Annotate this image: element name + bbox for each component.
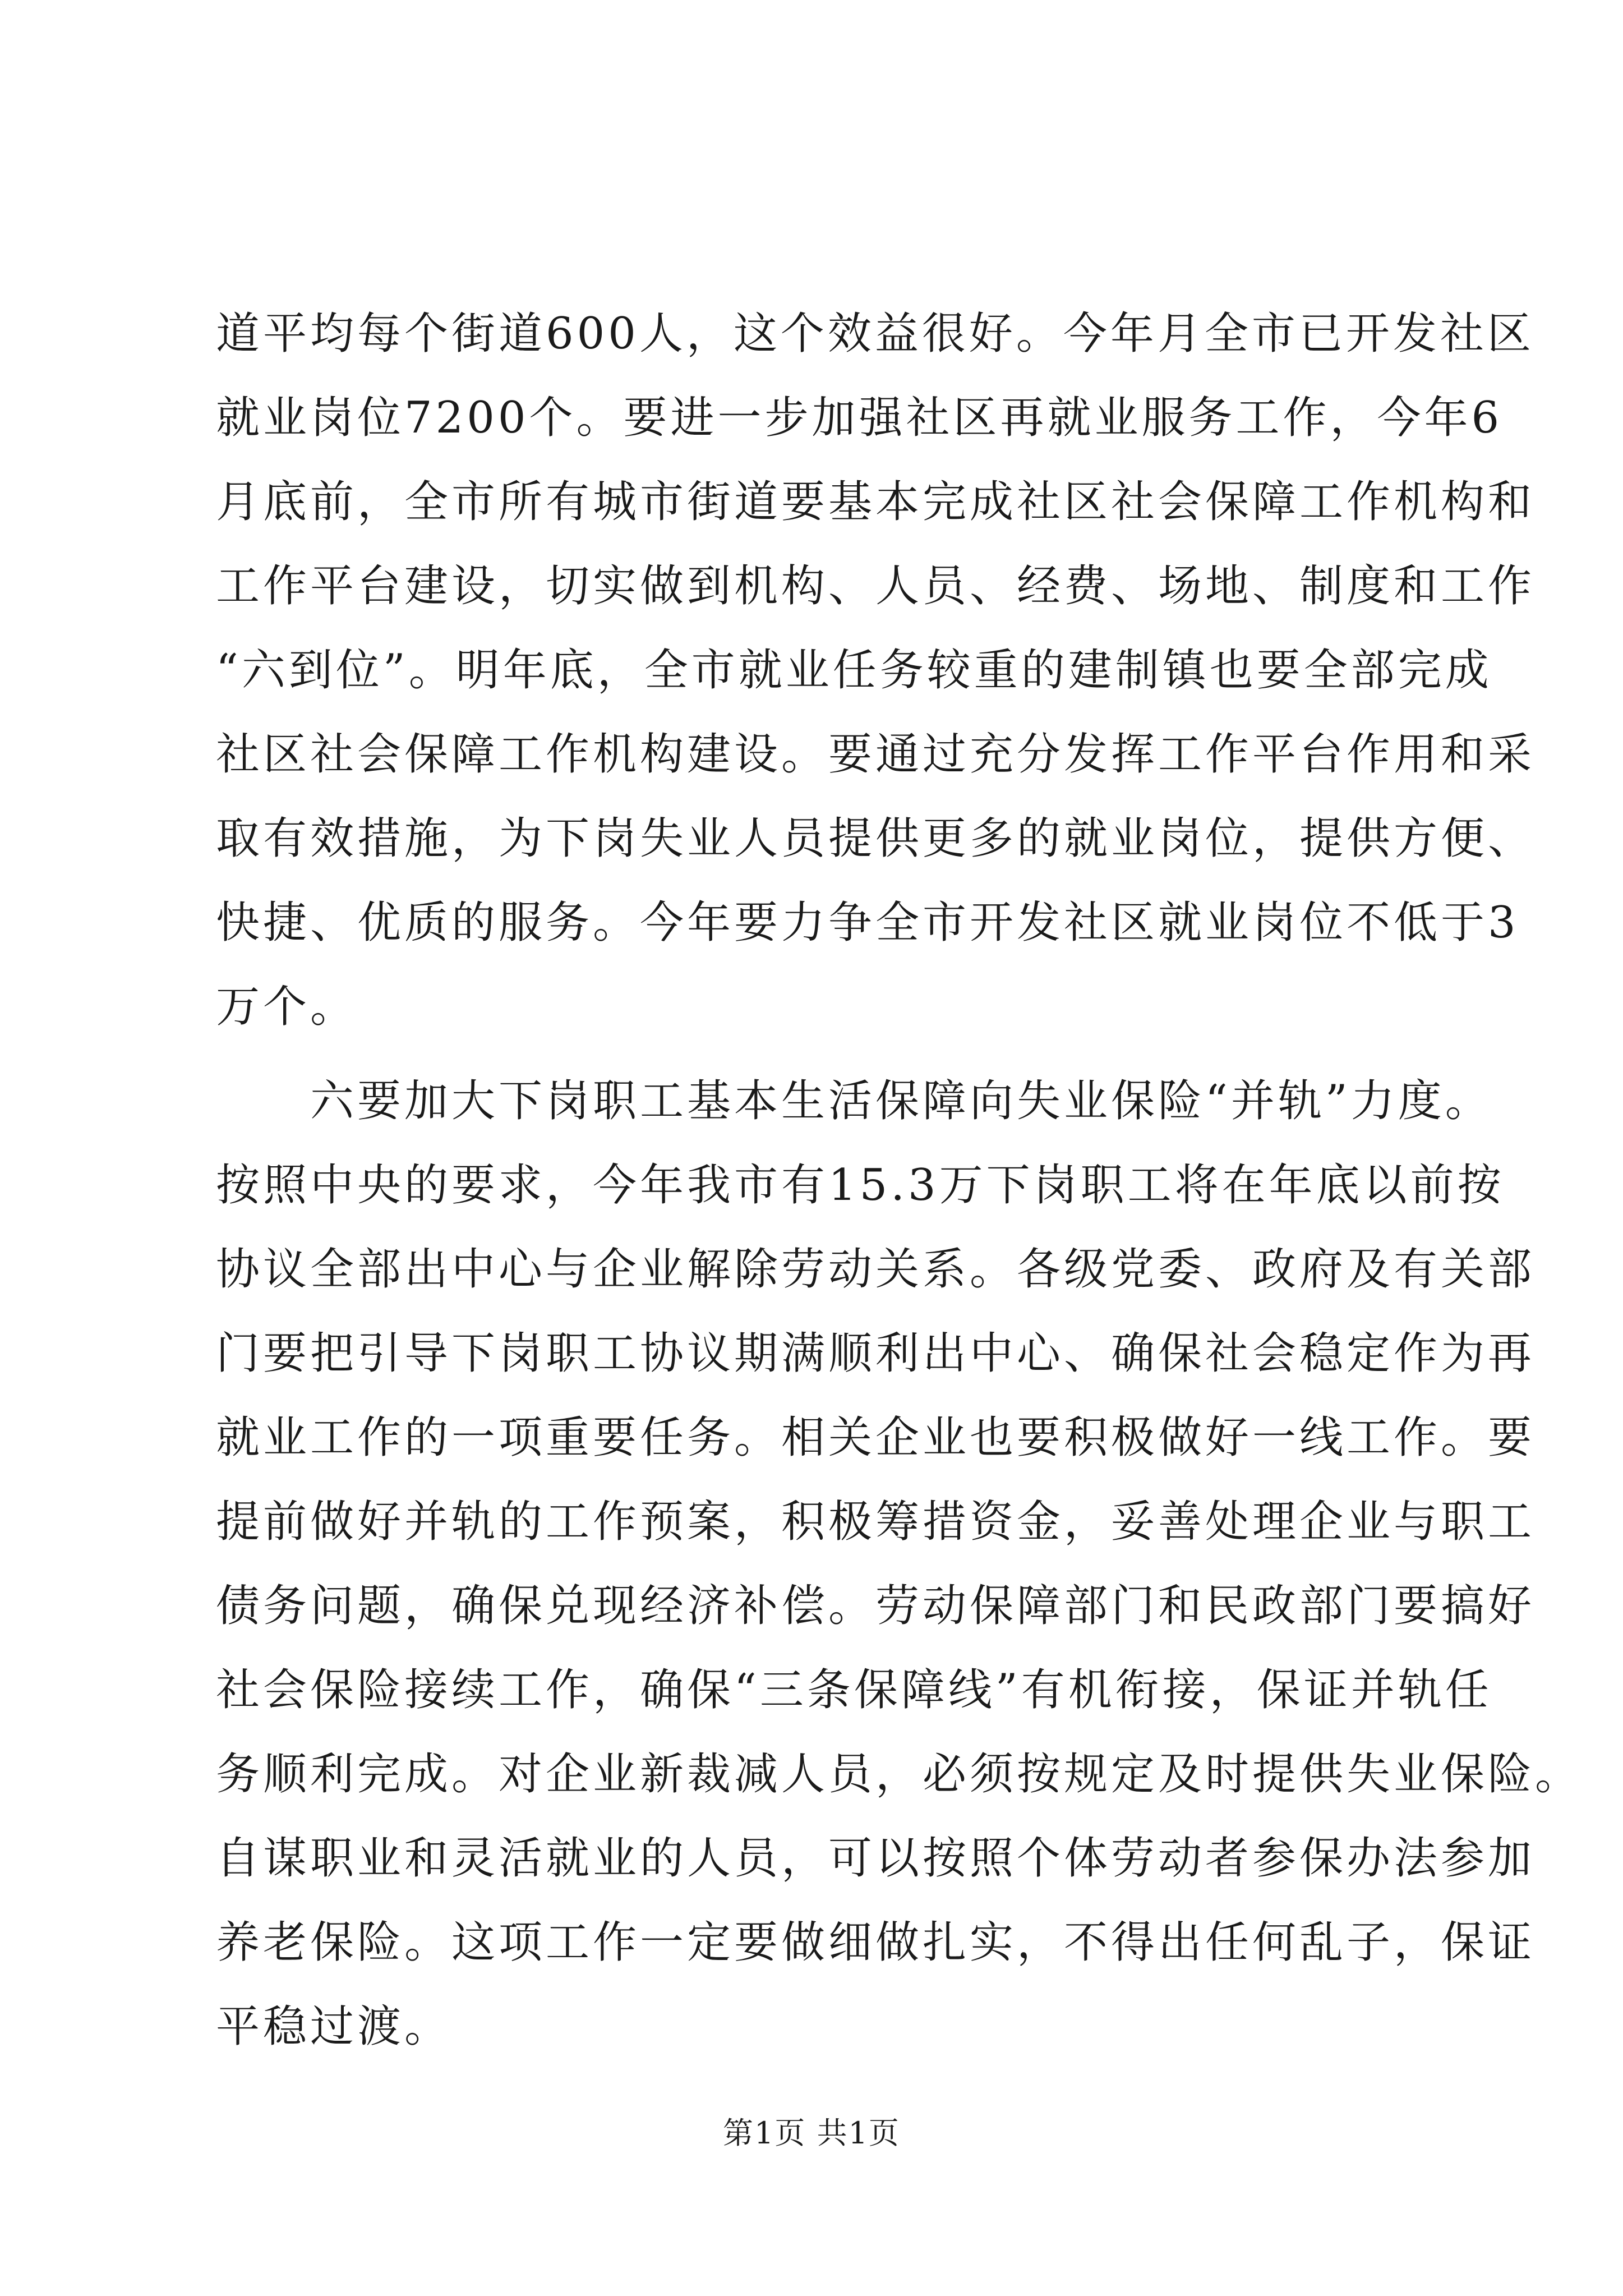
page-number-label: 第1页 共1页 (723, 2115, 900, 2151)
text-line: 自谋职业和灵活就业的人员，可以按照个体劳动者参保办法参加 (216, 1833, 1536, 1884)
text-line: 按照中央的要求，今年我市有15.3万下岗职工将在年底以前按 (216, 1160, 1505, 1211)
text-line: 道平均每个街道600人，这个效益很好。今年月全市已开发社区 (216, 309, 1534, 359)
text-line: 取有效措施，为下岗失业人员提供更多的就业岗位，提供方便、 (216, 813, 1536, 864)
text-line: 快捷、优质的服务。今年要力争全市开发社区就业岗位不低于3 (216, 898, 1519, 948)
text-line: 就业工作的一项重要任务。相关企业也要积极做好一线工作。要 (216, 1412, 1536, 1463)
page-footer (0, 2109, 1623, 2152)
text-line: 社区社会保障工作机构建设。要通过充分发挥工作平台作用和采 (216, 729, 1536, 780)
text-line: 协议全部出中心与企业解除劳动关系。各级党委、政府及有关部 (216, 1244, 1536, 1295)
text-line: 就业岗位7200个。要进一步加强社区再就业服务工作，今年6 (216, 393, 1503, 443)
text-line: “六到位”。明年底，全市就业任务较重的建制镇也要全部完成 (216, 645, 1492, 696)
text-line: 提前做好并轨的工作预案，积极筹措资金，妥善处理企业与职工 (216, 1497, 1536, 1547)
text-line: 养老保险。这项工作一定要做细做扎实，不得出任何乱子，保证 (216, 1917, 1536, 1968)
text-line: 六要加大下岗职工基本生活保障向失业保险“并轨”力度。 (216, 1076, 1492, 1126)
text-line: 社会保险接续工作，确保“三条保障线”有机衔接，保证并轨任 (216, 1665, 1492, 1715)
text-line: 月底前，全市所有城市街道要基本完成社区社会保障工作机构和 (216, 477, 1536, 527)
paragraph-1 (216, 292, 1536, 1049)
text-line: 门要把引导下岗职工协议期满顺利出中心、确保社会稳定作为再 (216, 1328, 1536, 1379)
text-line: 债务问题，确保兑现经济补偿。劳动保障部门和民政部门要搞好 (216, 1581, 1536, 1631)
text-line: 万个。 (216, 982, 358, 1032)
text-line: 务顺利完成。对企业新裁减人员，必须按规定及时提供失业保险。 (216, 1749, 1583, 1800)
text-line: 工作平台建设，切实做到机构、人员、经费、场地、制度和工作 (216, 561, 1536, 611)
text-line: 平稳过渡。 (216, 2001, 452, 2052)
document-body (216, 292, 1583, 2069)
paragraph-2 (216, 1059, 1583, 2069)
